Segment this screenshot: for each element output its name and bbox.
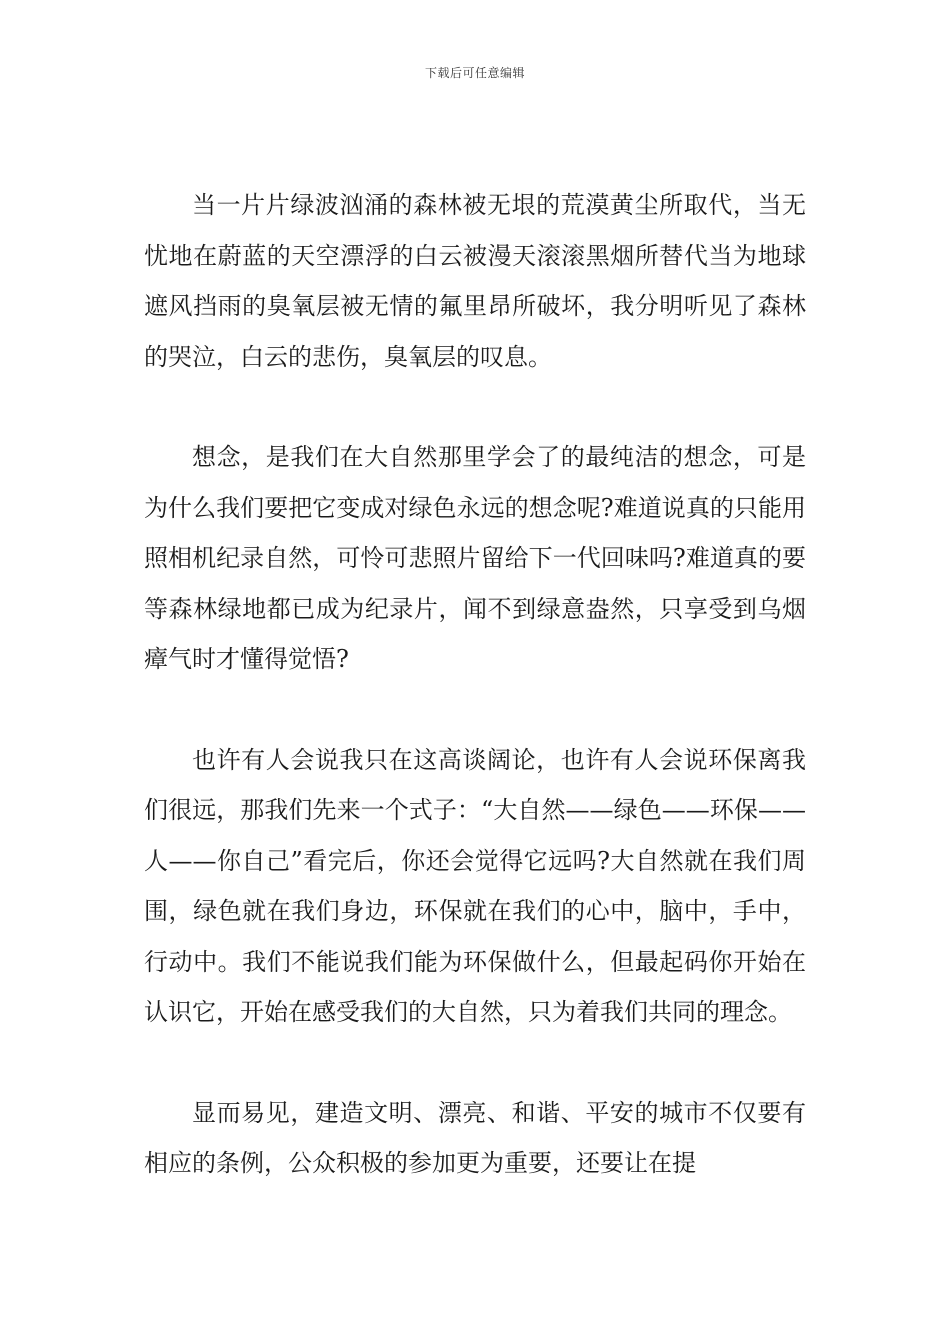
- paragraph-1: 当一片片绿波汹涌的森林被无垠的荒漠黄尘所取代，当无忧地在蔚蓝的天空漂浮的白云被漫天滚滚黑烟所替代当为地球遮风挡雨的臭氧层被无情的氟里昂所破坏，我分明听见了森林的哭泣，白云的悲伤，臭氧层的叹息。: [144, 191, 806, 371]
- page-header: 下载后可任意编辑: [424, 66, 525, 80]
- document-body: [144, 180, 806, 1189]
- paragraph-3: 也许有人会说我只在这高谈阔论，也许有人会说环保离我们很远，那我们先来一个式子：“大自然——绿色——环保——人——你自己”看完后，你还会觉得它远吗?大自然就在我们周围，绿色就在我们身边，环保就在我们的心中，脑中，手中，行动中。我们不能说我们能为环保做什么，但最起码你开始在认识它，开始在感受我们的大自然，只为着我们共同的理念。: [144, 745, 806, 1026]
- paragraph-4: 显而易见，建造文明、漂亮、和谐、平安的城市不仅要有相应的条例，公众积极的参加更为重要，还要让在提: [144, 1098, 806, 1177]
- paragraph-2: 想念，是我们在大自然那里学会了的最纯洁的想念，可是为什么我们要把它变成对绿色永远的想念呢?难道说真的只能用照相机纪录自然，可怜可悲照片留给下一代回味吗?难道真的要等森林绿地都已成为纪录片，闻不到绿意盎然，只享受到乌烟瘴气时才懂得觉悟?: [144, 443, 806, 673]
